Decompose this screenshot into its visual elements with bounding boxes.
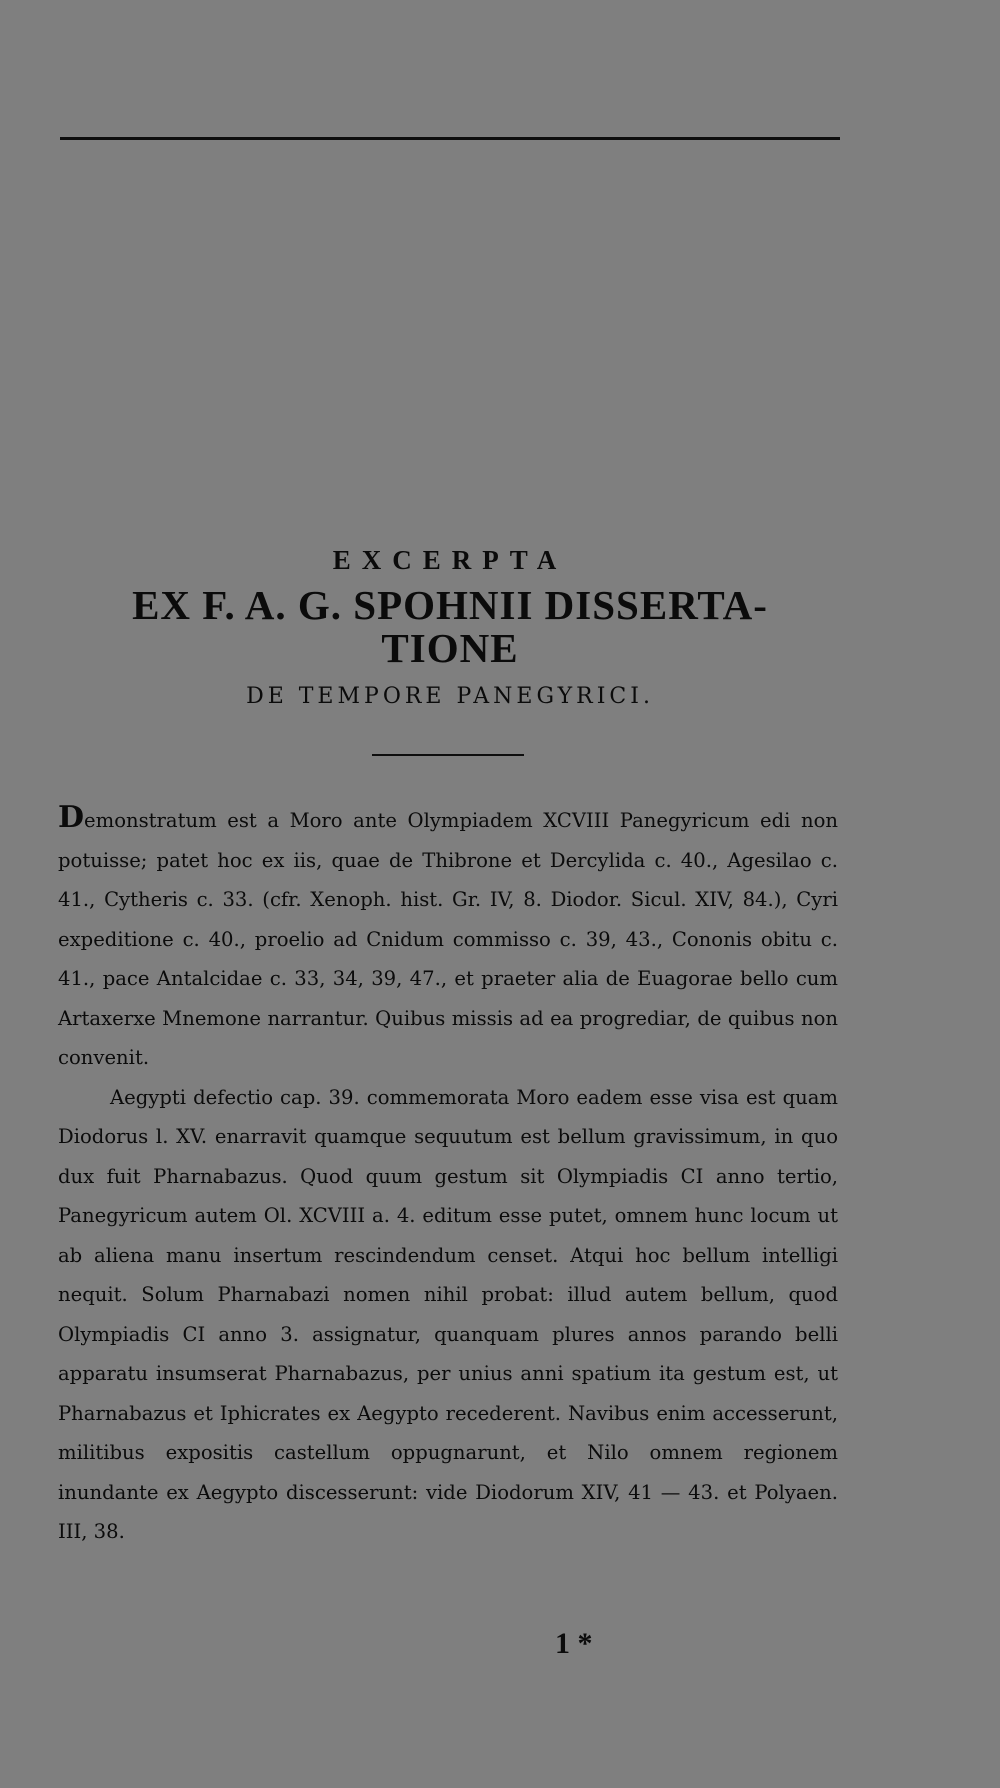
main-title-line-1: EX F. A. G. SPOHNII DISSERTA- xyxy=(132,582,768,628)
title-block xyxy=(55,540,845,714)
body-text xyxy=(58,801,838,1552)
drop-cap: D xyxy=(58,800,85,835)
paragraph-2: Aegypti defectio cap. 39. commemorata Moro eadem esse visa est quam Diodorus l. XV. enarravit quamque sequutum est bellum gravissimum, in quo dux fuit Pharnabazus. Quod quum gestum sit Olympiadis CI anno tertio, Panegyricum autem Ol. XCVIII a. 4. editum esse putet, omnem hunc locum ut ab aliena manu insertum rescindendum censet. Atqui hoc bellum intelligi nequit. Solum Pharnabazi nomen nihil probat: illud autem bellum, quod Olympiadis CI anno 3. assignatur, quanquam plures annos parando belli apparatu insumserat Pharnabazus, per unius anni spatium ita gestum est, ut Pharnabazus et Iphicrates ex Aegypto recederent. Navibus enim accesserunt, militibus expositis castellum oppugnarunt, et Nilo omnem regionem inundante ex Aegypto discesserunt: vide Diodorum XIV, 41 — 43. et Polyaen. III, 38. xyxy=(58,1085,838,1543)
paragraph-1-text: emonstratum est a Moro ante Olympiadem XCVIII Panegyricum edi non potuisse; patet hoc ex iis, quae de Thibrone et Dercylida c. 40., Agesilao c. 41., Cytheris c. 33. (cfr. Xenoph. hist. Gr. IV, 8. Diodor. Sicul. XIV, 84.), Cyri expeditione c. 40., proelio ad Cnidum commisso c. 39, 43., Cononis obitu c. 41., pace Antalcidae c. 33, 34, 39, 47., et praeter alia de Euagorae bello cum Artaxerxe Mnemone narrantur. Quibus missis ad ea progrediar, de quibus non convenit. xyxy=(58,809,838,1069)
top-rule xyxy=(60,137,840,140)
short-rule xyxy=(372,754,524,756)
signature-mark: 1 * xyxy=(555,1627,593,1660)
subtitle: DE TEMPORE PANEGYRICI. xyxy=(246,684,654,709)
excerpta-heading: EXCERPTA xyxy=(332,545,568,575)
main-title-line-2: TIONE xyxy=(381,625,519,671)
main-title xyxy=(55,584,845,670)
paragraph-1 xyxy=(58,801,838,1078)
